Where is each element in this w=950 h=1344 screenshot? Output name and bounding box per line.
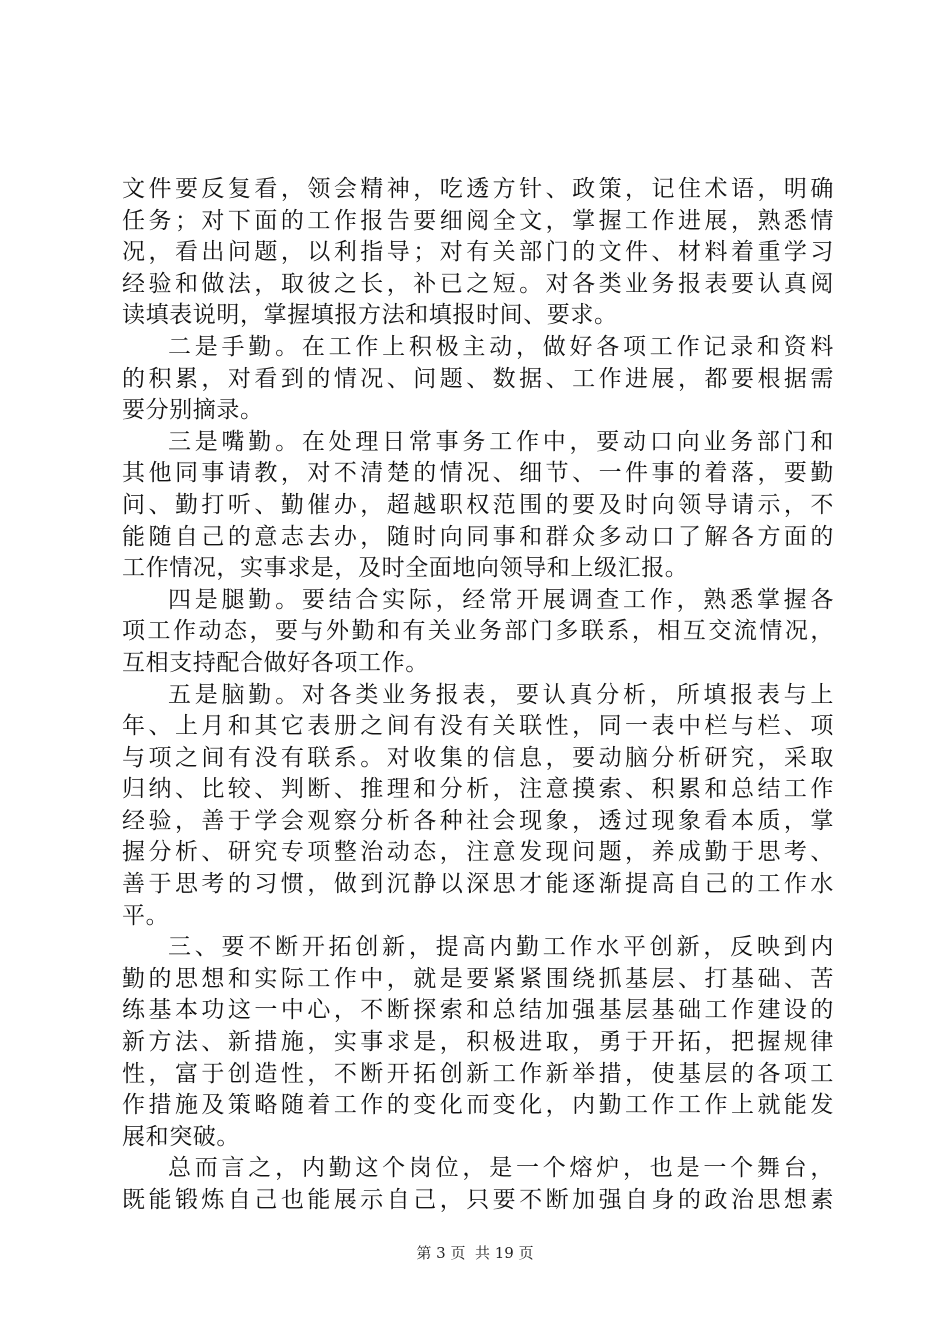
text-line: 问、勤打听、勤催办，超越职权范围的要及时向领导请示，不 (122, 491, 834, 518)
text-line: 年、上月和其它表册之间有没有关联性，同一表中栏与栏、项 (122, 713, 834, 740)
text-line: 任务；对下面的工作报告要细阅全文，掌握工作进展，熟悉情 (122, 207, 834, 234)
text-line: 新方法、新措施，实事求是，积极进取，勇于开拓，把握规律 (122, 1029, 834, 1056)
page-number-footer: 第 3 页 共 19 页 (416, 1244, 534, 1262)
text-line: 展和突破。 (122, 1123, 240, 1150)
text-line: 勤的思想和实际工作中，就是要紧紧围绕抓基层、打基础、苦 (122, 965, 834, 992)
paragraph-first-line: 二是手勤。在工作上积极主动，做好各项工作记录和资料 (168, 333, 834, 360)
text-line: 互相支持配合做好各项工作。 (122, 649, 429, 676)
text-line: 性，富于创造性，不断开拓创新工作新举措，使基层的各项工 (122, 1060, 834, 1087)
text-line: 作措施及策略随着工作的变化而变化，内勤工作工作上就能发 (122, 1092, 834, 1119)
text-line: 的积累，对看到的情况、问题、数据、工作进展，都要根据需 (122, 365, 834, 392)
text-line: 善于思考的习惯，做到沉静以深思才能逐渐提高自己的工作水 (122, 871, 834, 898)
document-body (122, 174, 834, 1217)
text-line: 经验和做法，取彼之长，补已之短。对各类业务报表要认真阅 (122, 270, 834, 297)
text-line: 握分析、研究专项整治动态，注意发现问题，养成勤于思考、 (122, 839, 834, 866)
text-line: 与项之间有没有联系。对收集的信息，要动脑分析研究，采取 (122, 744, 834, 771)
paragraph-first-line: 三是嘴勤。在处理日常事务工作中，要动口向业务部门和 (168, 428, 834, 455)
text-line: 读填表说明，掌握填报方法和填报时间、要求。 (122, 302, 618, 329)
paragraph-first-line: 四是腿勤。要结合实际，经常开展调查工作，熟悉掌握各 (168, 586, 834, 613)
text-line: 工作情况，实事求是，及时全面地向领导和上级汇报。 (122, 555, 689, 582)
text-line: 经验，善于学会观察分析各种社会现象，透过现象看本质，掌 (122, 807, 834, 834)
text-line: 况，看出问题，以利指导；对有关部门的文件、材料着重学习 (122, 239, 834, 266)
text-line: 平。 (122, 902, 170, 929)
text-line: 能随自己的意志去办，随时向同事和群众多动口了解各方面的 (122, 523, 834, 550)
text-line: 归纳、比较、判断、推理和分析，注意摸索、积累和总结工作 (122, 776, 834, 803)
text-line: 既能锻炼自己也能展示自己，只要不断加强自身的政治思想素 (122, 1187, 834, 1213)
paragraph-first-line: 三、要不断开拓创新，提高内勤工作水平创新，反映到内 (168, 934, 834, 961)
text-line: 要分别摘录。 (122, 397, 264, 424)
paragraph-first-line: 五是脑勤。对各类业务报表，要认真分析，所填报表与上 (168, 681, 834, 708)
text-line: 项工作动态，要与外勤和有关业务部门多联系，相互交流情况， (122, 618, 834, 645)
text-line: 练基本功这一中心，不断探索和总结加强基层基础工作建设的 (122, 997, 834, 1024)
text-line: 其他同事请教，对不清楚的情况、细节、一件事的着落，要勤 (122, 460, 834, 487)
paragraph-first-line: 总而言之，内勤这个岗位，是一个熔炉，也是一个舞台， (168, 1155, 834, 1182)
text-line: 文件要反复看，领会精神，吃透方针、政策，记住术语，明确 (122, 176, 834, 202)
